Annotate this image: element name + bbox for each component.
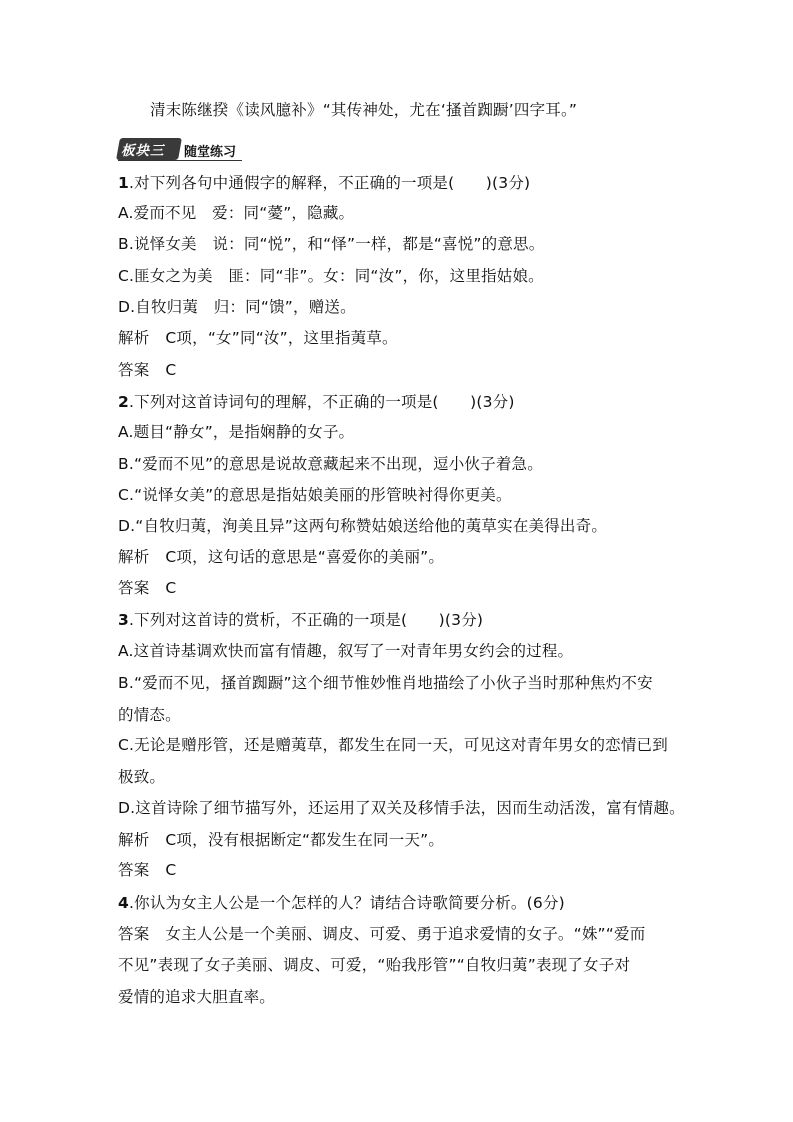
answer-line bbox=[118, 578, 678, 598]
answer-label: 答案 bbox=[118, 925, 150, 943]
section-underline bbox=[118, 160, 242, 161]
line-text: D.自牧归荑 归：同“馈”，赠送。 bbox=[118, 298, 356, 316]
analysis-label: 解析 bbox=[118, 329, 150, 347]
line-text: A.爱而不见 爱：同“薆”，隐藏。 bbox=[118, 204, 355, 222]
line-text: 女主人公是一个美丽、调皮、可爱、勇于追求爱情的女子。“姝”“爱而 bbox=[165, 925, 646, 943]
question-stem bbox=[118, 893, 678, 913]
line-text: 不见”表现了女子美丽、调皮、可爱，“贻我彤管”“自牧归荑”表现了女子对 bbox=[118, 956, 631, 974]
line-text: .你认为女主人公是一个怎样的人？请结合诗歌简要分析。(6分) bbox=[129, 894, 565, 912]
line-text: A.题目“静女”，是指娴静的女子。 bbox=[118, 423, 355, 441]
line-text: D.“自牧归荑，洵美且异”这两句称赞姑娘送给他的荑草实在美得出奇。 bbox=[118, 517, 608, 535]
text-line bbox=[118, 767, 678, 787]
line-text: C.无论是赠彤管，还是赠荑草，都发生在同一天，可见这对青年男女的恋情已到 bbox=[118, 736, 668, 754]
analysis-label: 解析 bbox=[118, 831, 150, 849]
text-line bbox=[118, 234, 678, 254]
section-badge-label: 板块三 bbox=[121, 143, 165, 159]
line-text: B.“爱而不见，搔首踟蹰”这个细节惟妙惟肖地描绘了小伙子当时那种焦灼不安 bbox=[118, 674, 653, 692]
question-stem bbox=[118, 392, 678, 412]
text-line bbox=[118, 422, 678, 442]
text-line bbox=[118, 454, 678, 474]
line-text: C项，没有根据断定“都发生在同一天”。 bbox=[165, 831, 445, 849]
analysis-label: 解析 bbox=[118, 548, 150, 566]
line-text: .下列对这首诗词句的理解，不正确的一项是( )(3分) bbox=[129, 393, 515, 411]
line-text: C bbox=[165, 361, 177, 379]
text-line bbox=[118, 203, 678, 223]
line-text: .对下列各句中通假字的解释，不正确的一项是( )(3分) bbox=[129, 174, 531, 192]
analysis-line bbox=[118, 830, 678, 850]
question-number: 2 bbox=[118, 393, 129, 411]
line-text: C bbox=[165, 579, 177, 597]
text-line bbox=[118, 798, 685, 818]
line-text: C bbox=[165, 861, 177, 879]
line-text: 极致。 bbox=[118, 768, 166, 786]
line-text: C.“说怿女美”的意思是指姑娘美丽的彤管映衬得你更美。 bbox=[118, 486, 512, 504]
line-text: .下列对这首诗的赏析，不正确的一项是( )(3分) bbox=[129, 611, 484, 629]
line-text: C项，“女”同“汝”，这里指荑草。 bbox=[165, 329, 398, 347]
answer-label: 答案 bbox=[118, 861, 150, 879]
intro-quote: 清末陈继揆《读风臆补》“其传神处，尤在‘搔首踟蹰’四字耳。” bbox=[150, 101, 578, 119]
text-line bbox=[118, 266, 678, 286]
analysis-line bbox=[118, 328, 678, 348]
line-text: D.这首诗除了细节描写外，还运用了双关及移情手法，因而生动活泼，富有情趣。 bbox=[118, 799, 685, 817]
line-text: 爱情的追求大胆直率。 bbox=[118, 988, 276, 1006]
line-text: B.说怿女美 说：同“悦”，和“怿”一样，都是“喜悦”的意思。 bbox=[118, 235, 545, 253]
question-number: 1 bbox=[118, 174, 129, 192]
line-text: C项，这句话的意思是“喜爱你的美丽”。 bbox=[165, 548, 445, 566]
text-line bbox=[118, 955, 678, 975]
question-number: 3 bbox=[118, 611, 129, 629]
answer-line bbox=[118, 360, 678, 380]
text-line bbox=[118, 516, 678, 536]
analysis-line bbox=[118, 547, 678, 567]
line-text: A.这首诗基调欢快而富有情趣，叙写了一对青年男女约会的过程。 bbox=[118, 642, 574, 660]
question-stem bbox=[118, 610, 678, 630]
text-line bbox=[118, 735, 678, 755]
answer-label: 答案 bbox=[118, 361, 150, 379]
section-header bbox=[118, 138, 258, 160]
answer-label: 答案 bbox=[118, 579, 150, 597]
text-line bbox=[118, 673, 678, 693]
text-line bbox=[118, 297, 678, 317]
text-line bbox=[118, 641, 678, 661]
question-stem bbox=[118, 173, 678, 193]
line-text: C.匪女之为美 匪：同“非”。女：同“汝”，你，这里指姑娘。 bbox=[118, 267, 544, 285]
text-line bbox=[118, 705, 678, 725]
line-text: 的情态。 bbox=[118, 706, 181, 724]
answer-line bbox=[118, 924, 678, 944]
line-text: B.“爱而不见”的意思是说故意藏起来不出现，逗小伙子着急。 bbox=[118, 455, 543, 473]
text-line bbox=[118, 485, 678, 505]
question-number: 4 bbox=[118, 894, 129, 912]
answer-line bbox=[118, 860, 678, 880]
section-title: 随堂练习 bbox=[184, 145, 237, 160]
text-line bbox=[118, 987, 678, 1007]
